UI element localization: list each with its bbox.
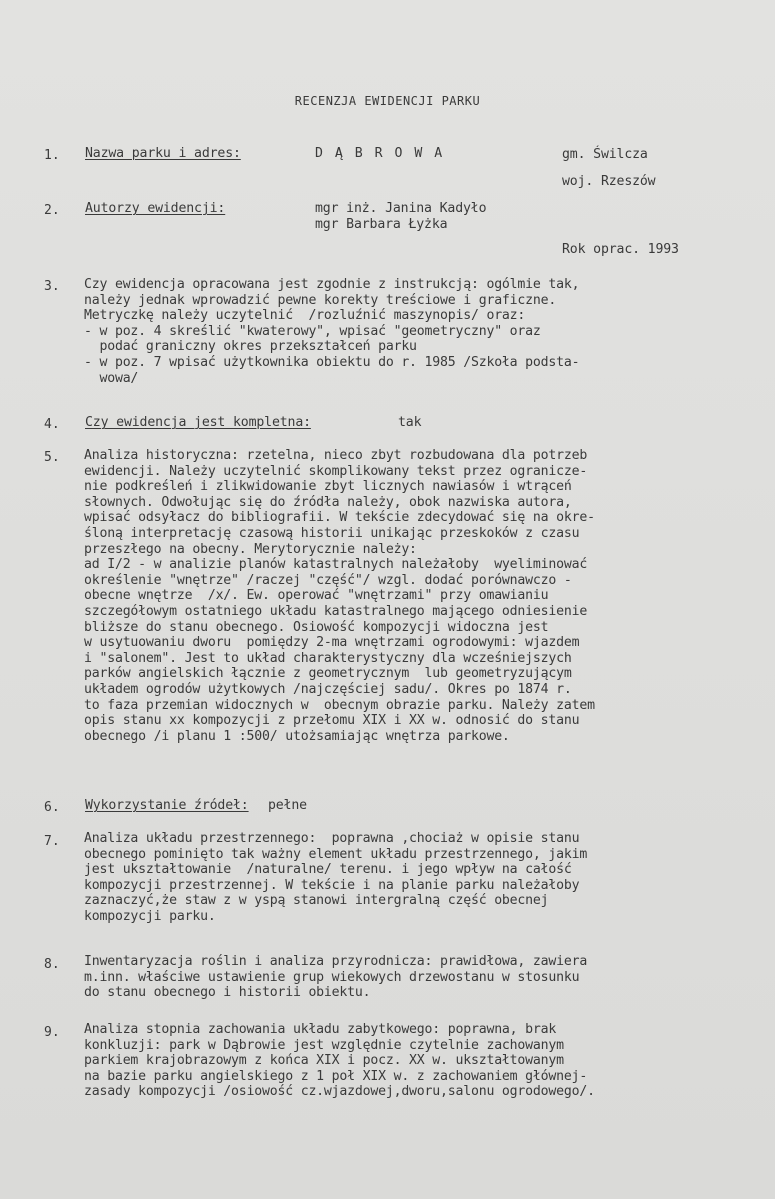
item-3-line: podać graniczny okres przekształceń parku — [84, 339, 417, 355]
item-5-line: określenie "wnętrze" /raczej "część"/ wzgl. dodać porównawczo - — [84, 572, 572, 588]
item-9-line: na bazie parku angielskiego z 1 poł XIX w. z zachowaniem głównej- — [84, 1068, 588, 1084]
item-2-label: Autorzy ewidencji: — [85, 201, 226, 216]
document-title: RECENZJA EWIDENCJI PARKU — [294, 94, 481, 108]
item-5-line: parków angielskich łącznie z geometrycznym lub geometryzującym — [84, 666, 572, 682]
item-3-line: wowa/ — [84, 370, 139, 386]
park-name: D Ą B R O W A — [315, 146, 445, 161]
item-5-line: w usytuowaniu dworu pomiędzy 2-ma wnętrzami ogrodowymi: wjazdem — [84, 635, 580, 651]
item-9-number: 9. — [44, 1025, 60, 1040]
item-3-line: należy jednak wprowadzić pewne korekty treściowe i graficzne. — [84, 292, 557, 308]
item-8-number: 8. — [44, 957, 60, 972]
item-9-line: parkiem krajobrazowym z końca XIX i pocz. XX w. ukształtowanym — [84, 1053, 564, 1069]
item-7-line: kompozycji przestrzennej. W tekście i na planie parku należałoby — [84, 877, 580, 893]
item-4-number: 4. — [44, 417, 60, 432]
item-5-line: obecnego /i planu 1 :500/ utożsamiając wnętrza parkowe. — [84, 728, 510, 744]
item-3-line: - w poz. 7 wpisać użytkownika obiektu do r. 1985 /Szkoła podsta- — [84, 354, 580, 370]
item-7-line: Analiza układu przestrzennego: poprawna ,chociaż w opisie stanu — [84, 831, 580, 846]
item-1-label: Nazwa parku i adres: — [85, 146, 241, 161]
item-5-line: układem ogrodów użytkowych /najczęściej sadu/. Okres po 1874 r. — [84, 681, 572, 697]
item-5-text — [84, 448, 749, 744]
item-3-line: Metryczkę należy uczytelnić /rozluźnić maszynopis/ oraz: — [84, 308, 526, 324]
item-5-line: szczegółowym ostatniego układu katastralnego mającego odniesienie — [84, 603, 588, 619]
item-9-text — [84, 1022, 749, 1100]
item-8-line: do stanu obecnego i historii obiektu. — [84, 985, 371, 1001]
item-9-line: konkluzji: park w Dąbrowie jest względnie czytelnie zachowanym — [84, 1037, 564, 1053]
item-3-line: Czy ewidencja opracowana jest zgodnie z instrukcją: ogólmie tak, — [84, 277, 580, 292]
author-1: mgr inż. Janina Kadyło — [315, 201, 487, 216]
item-9-line: zasady kompozycji /osiowość cz.wjazdowej,dworu,salonu ogrodowego/. — [84, 1084, 595, 1100]
item-5-number: 5. — [44, 450, 60, 465]
item-5-line: Analiza historyczna: rzetelna, nieco zbyt rozbudowana dla potrzeb — [84, 448, 588, 463]
item-2-number: 2. — [44, 203, 60, 218]
item-5-line: ewidencji. Należy uczytelnić skomplikowany tekst przez ogranicze- — [84, 463, 588, 479]
item-6-number: 6. — [44, 800, 60, 815]
item-6-label: Wykorzystanie źródeł: — [85, 798, 249, 813]
item-8-line: m.inn. właściwe ustawienie grup wiekowych drzewostanu w stosunku — [84, 969, 580, 985]
item-4-label: Czy ewidencja jest kompletna: — [85, 415, 311, 430]
item-3-line: - w poz. 4 skreślić "kwaterowy", wpisać "geometryczny" oraz — [84, 323, 541, 339]
item-5-line: śloną interpretację czasową historii unikając przeskoków z czasu — [84, 525, 580, 541]
item-7-line: zaznaczyć,że staw z w yspą stanowi intergralną część obecnej — [84, 893, 549, 909]
item-5-line: bliższe do stanu obecnego. Osiowość kompozycji widoczna jest — [84, 619, 549, 635]
item-5-line: opis stanu xx kompozycji z przełomu XIX i XX w. odnosić do stanu — [84, 713, 580, 729]
item-5-line: obecne wnętrze /x/. Ew. operować "wnętrzami" przy omawianiu — [84, 588, 549, 604]
item-5-line: nie podkreśleń i zlikwidowanie zbyt licznych nawiasów i wtrąceń — [84, 479, 572, 495]
author-2: mgr Barbara Łyżka — [315, 217, 448, 232]
item-7-text — [84, 831, 749, 925]
item-1-number: 1. — [44, 148, 60, 163]
item-6-value: pełne — [268, 798, 307, 813]
item-5-line: wpisać odsyłacz do bibliografii. W tekście zdecydować się na okre- — [84, 510, 595, 526]
item-8-text — [84, 954, 749, 1001]
item-5-line: słownych. Odwołując się do źródła należy, obok nazwiska autora, — [84, 494, 572, 510]
item-4-value: tak — [398, 415, 422, 430]
item-9-line: Analiza stopnia zachowania układu zabytkowego: poprawna, brak — [84, 1022, 557, 1037]
item-5-line: ad I/2 - w analizie planów katastralnych należałoby wyeliminować — [84, 557, 588, 573]
item-3-number: 3. — [44, 279, 60, 294]
item-7-line: jest ukształtowanie /naturalne/ terenu. i jego wpływ na całość — [84, 862, 572, 878]
municipality: gm. Świlcza — [562, 147, 648, 162]
voivodeship: woj. Rzeszów — [562, 174, 656, 189]
item-5-line: i "salonem". Jest to układ charakterystyczny dla wcześniejszych — [84, 650, 572, 666]
item-3-text — [84, 277, 749, 386]
item-8-line: Inwentaryzacja roślin i analiza przyrodnicza: prawidłowa, zawiera — [84, 954, 588, 969]
item-7-number: 7. — [44, 834, 60, 849]
item-7-line: obecnego pominięto tak ważny element układu przestrzennego, jakim — [84, 846, 588, 862]
item-5-line: to faza przemian widocznych w obecnym obrazie parku. Należy zatem — [84, 697, 595, 713]
year-prepared: Rok oprac. 1993 — [562, 242, 679, 257]
item-7-line: kompozycji parku. — [84, 908, 216, 924]
item-5-line: przeszłego na obecny. Merytorycznie należy: — [84, 541, 417, 557]
